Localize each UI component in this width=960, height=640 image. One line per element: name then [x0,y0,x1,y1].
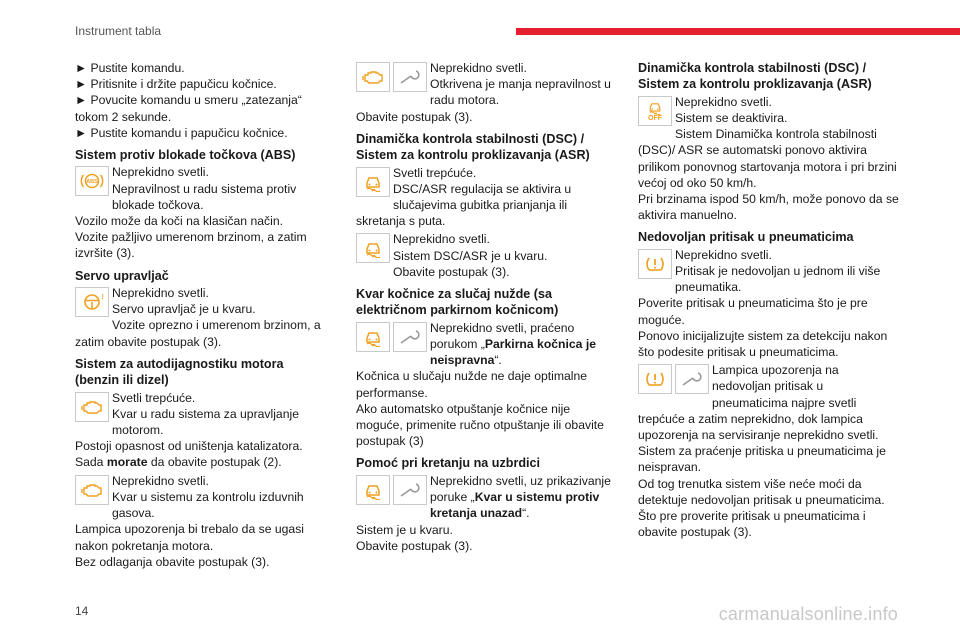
servo-line: Vozite oprezno i umerenom brzinom, a zatim obavite postupak (3). [75,318,321,349]
obd-b-line-1: Lampica upozorenja bi trebalo da se ugasi nakon pokretanja motora. [75,522,305,553]
hill-line-2: Obavite postupak (3). [356,538,473,553]
stability-control-icon [356,322,390,352]
stability-control-icon [356,233,390,263]
dsc-off-line-2: Pri brzinama ispod 50 km/h, može ponovo da se aktivira manuelno. [638,192,899,223]
engine-check-icon [75,392,109,422]
obd-a-line-2-post: da obavite postupak (2). [147,455,282,470]
obd-b-lead-1: Neprekidno svetli. [112,473,209,488]
obd-b-line-2: Bez odlaganja obavite postupak (3). [75,554,270,569]
dsc-b-lead-1: Neprekidno svetli. [393,232,490,247]
ebrake-block [356,320,618,450]
page-number: 14 [75,604,89,618]
dsc-off-lead-1: Neprekidno svetli. [675,94,772,109]
engine-line: Obavite postupak (3). [356,109,473,124]
hill-lead-text: Neprekidno svetli, uz prikazivanje poruke „ [430,473,611,505]
ebrake-line-2: Ako automatsko otpuštanje kočnice nije moguće, primenite ručno otpuštanje ili obavite postupak (3) [356,401,604,449]
obd-a-line-2 [75,454,325,470]
ebrake-message: Parkirna kočnica je neispravna [430,337,596,368]
tyre-a-lead-2: Pritisak je nedovoljan u jednom ili više pneumatika. [675,264,881,295]
header-accent-bar [516,28,960,35]
engine-lead-1: Neprekidno svetli. [430,61,527,75]
steering-wheel-warning-icon [75,287,109,317]
dsc-heading: Dinamička kontrola stabilnosti (DSC) / Sistem za kontrolu proklizavanja (ASR) [356,131,590,163]
section-title: Instrument tabla [75,24,162,38]
engine-check-icon [356,62,390,92]
tyre-a-line-1: Poverite pritisak u pneumaticima što je pre moguće. [638,296,868,327]
dsc-a-lead-2: DSC/ASR regulacija se aktivira u slučajevima gubitka prianjanja ili skretanja s puta. [356,181,572,229]
dsc-off-line-1: Sistem Dinamička kontrola stabilnosti (DSC)/ ASR se automatski ponovo aktivira prilikom ponovnog startovanja motora i pri brzini većoj od oko 50 km/h. [638,127,897,190]
dsc-b-line: Obavite postupak (3). [393,264,510,279]
tyre-a-lead-1: Neprekidno svetli. [675,247,772,262]
dsc-off-lead-2: Sistem se deaktivira. [675,111,788,126]
obd-block-b [75,473,325,570]
tyre-b-line-3: Što pre proverite pritisak u pneumaticima i obavite postupak (3). [638,509,866,540]
hill-heading: Pomoć pri kretanju na uzbrdici [356,456,541,471]
abs-warning-icon [75,166,109,196]
ebrake-heading: Kvar kočnice za slučaj nužde (sa električnom parkirnom kočnicom) [356,287,559,318]
wrench-icon [393,322,427,352]
abs-line-1: Vozilo može da koči na klasičan način. [75,214,283,229]
watermark: carmanualsonline.info [718,604,898,624]
obd-b-lead-2: Kvar u sistemu za kontrolu izduvnih gasova. [112,489,304,521]
ebrake-lead-text: Neprekidno svetli, praćeno porukom „ [430,320,575,352]
abs-line-2: Vozite pažljivo umerenom brzinom, a zatim izvršite (3). [75,230,307,261]
stability-control-off-icon [638,96,672,126]
tyre-block-b [638,362,900,540]
tyre-a-line-2: Ponovo inicijalizujte sistem za detekciju nakon što podesite pritisak u pneumaticima. [638,328,888,360]
abs-lead-1: Neprekidno svetli. [112,165,209,180]
engine-check-icon [75,475,109,505]
wrench-icon [393,475,427,505]
hill-block [356,473,618,554]
tyre-pressure-icon [638,364,672,394]
obd-a-line-2-pre: Sada [75,455,107,470]
dsc-block-a [356,165,618,230]
dsc-off-block [638,94,900,224]
tyre-heading: Nedovoljan pritisak u pneumaticima [638,230,854,245]
wrench-icon [675,364,709,394]
obd-a-lead-2: Kvar u radu sistema za upravljanje motorom. [112,406,299,438]
column-1 [75,60,325,570]
off-label: OFF [648,115,662,123]
abs-heading: Sistem protiv blokade točkova (ABS) [75,148,296,163]
servo-lead-1: Neprekidno svetli. [112,286,209,301]
tyre-b-lead: Lampica upozorenja na nedovoljan pritisak u pneumaticima najpre svetli trepćuće a zatim neprekidno, dok lampica upozorenja na servisiranje neprekidno svetli. [638,363,879,443]
abs-block [75,164,325,261]
step-3: ► Povucite komandu u smeru „zatezanja“ tokom 2 sekunde. [75,93,302,124]
stability-control-icon [356,167,390,197]
stability-control-icon [356,475,390,505]
obd-a-line-2-bold: morate [106,455,148,470]
servo-block [75,285,325,350]
wrench-icon [393,62,427,92]
engine-minor-block [356,60,618,125]
tyre-b-line-2: Od tog trenutka sistem više neće moći da detektuje nedovoljan pritisak u pneumaticima. [638,476,885,507]
hill-message: Kvar u sistemu protiv kretanja unazad [430,490,600,521]
engine-lead-2: Otkrivena je manja nepravilnost u radu motora. [430,77,611,108]
column-3 [638,60,900,541]
dsc-a-lead-1: Svetli trepćuće. [393,165,477,180]
ebrake-line-1: Kočnica u slučaju nužde ne daje optimalne performanse. [356,369,588,400]
hill-lead-end: “. [522,506,530,521]
obd-block-a [75,390,325,471]
step-4: ► Pustite komandu i papučicu kočnice. [75,125,288,140]
abs-lead-2: Nepravilnost u radu sistema protiv blokade točkova. [112,181,297,212]
obd-heading: Sistem za autodijagnostiku motora (benzin ili dizel) [75,356,284,388]
dsc-off-heading: Dinamička kontrola stabilnosti (DSC) / Sistem za kontrolu proklizavanja (ASR) [638,61,872,92]
obd-a-lead-1: Svetli trepćuće. [112,390,196,405]
obd-a-line-1: Postoji opasnost od uništenja katalizatora. [75,439,303,454]
servo-lead-2: Servo upravljač je u kvaru. [112,302,256,317]
dsc-block-b [356,231,618,280]
step-1: ► Pustite komandu. [75,61,185,75]
hill-line-1: Sistem je u kvaru. [356,522,453,537]
tyre-pressure-icon [638,249,672,279]
servo-heading: Servo upravljač [75,268,169,283]
tyre-block-a [638,247,900,360]
tyre-b-line-1: Sistem za praćenje pritiska u pneumaticima je neispravan. [638,444,886,475]
column-2 [356,60,618,554]
dsc-b-lead-2: Sistem DSC/ASR je u kvaru. [393,248,548,263]
step-2: ► Pritisnite i držite papučicu kočnice. [75,77,277,92]
ebrake-lead-end: “. [494,353,502,368]
